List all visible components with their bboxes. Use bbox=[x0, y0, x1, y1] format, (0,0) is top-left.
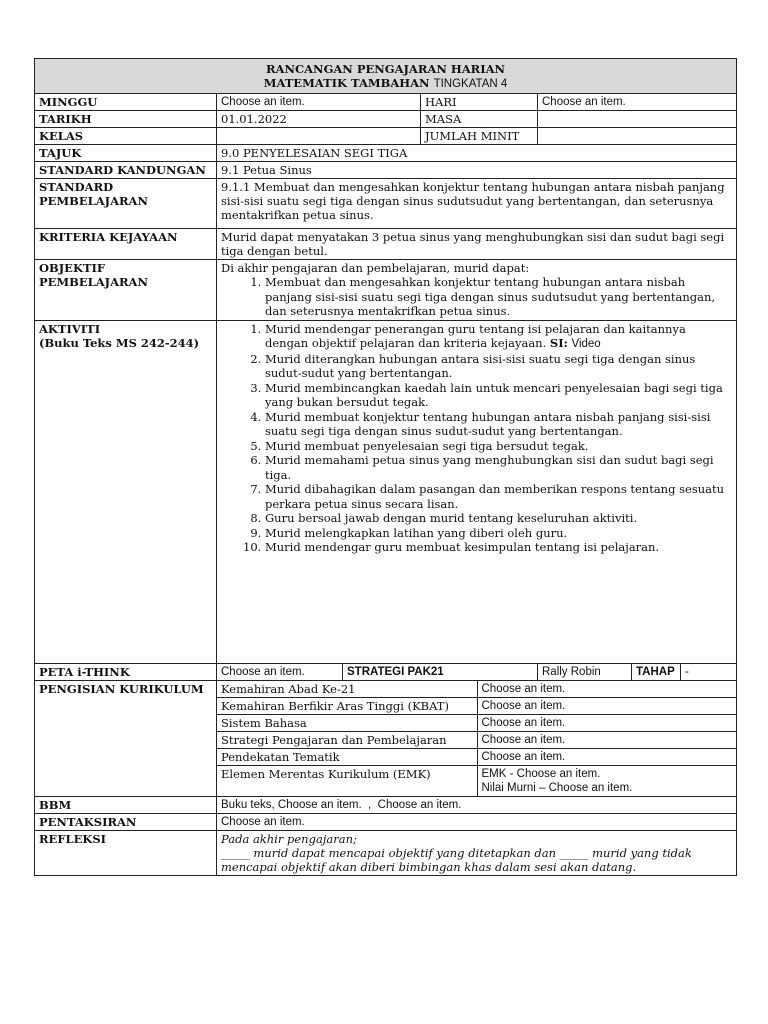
aktiviti-label bbox=[35, 320, 217, 663]
row-tarikh bbox=[35, 111, 737, 128]
list-item: 6. Murid memahami petua sinus yang menghubungkan sisi dan sudut bagi segi tiga. bbox=[265, 453, 732, 482]
list-item: 4. Murid membuat konjektur tentang hubungan antara nisbah panjang sisi-sisi suatu segi tiga dengan sinus sudut-sudut yang bertentangan. bbox=[265, 410, 732, 439]
row-pengisian-kurikulum bbox=[35, 680, 737, 796]
objektif-list bbox=[221, 275, 732, 319]
kurikulum-item-select[interactable]: Choose an item. bbox=[477, 681, 736, 698]
si-video: Video bbox=[571, 338, 601, 350]
row-refleksi bbox=[35, 830, 737, 875]
standard-pembelajaran-label: STANDARD PEMBELAJARAN bbox=[35, 179, 217, 229]
row-kelas bbox=[35, 128, 737, 145]
row-pentaksiran bbox=[35, 813, 737, 830]
jumlah-minit-field[interactable] bbox=[538, 128, 737, 145]
row-bbm bbox=[35, 796, 737, 813]
kurikulum-item-select[interactable]: Choose an item. bbox=[477, 748, 736, 765]
aktiviti-title: AKTIVITI bbox=[39, 321, 101, 336]
kurikulum-item-name: Kemahiran Berfikir Aras Tinggi (KBAT) bbox=[217, 697, 477, 714]
tahap-label: TAHAP bbox=[632, 663, 681, 680]
list-item: 7. Murid dibahagikan dalam pasangan dan memberikan respons tentang sesuatu perkara petua sinus secara lisan. bbox=[265, 482, 732, 511]
row-objektif bbox=[35, 260, 737, 321]
row-standard-kandungan bbox=[35, 162, 737, 179]
row-standard-pembelajaran bbox=[35, 179, 737, 229]
list-item: 9. Murid melengkapkan latihan yang diberi oleh guru. bbox=[265, 526, 732, 541]
row-peta-ithink bbox=[35, 663, 737, 680]
row-kriteria bbox=[35, 229, 737, 260]
kurikulum-item-name: Kemahiran Abad Ke-21 bbox=[217, 681, 477, 698]
kurikulum-table bbox=[217, 681, 736, 796]
kurikulum-content bbox=[217, 680, 737, 796]
aktiviti-content[interactable] bbox=[217, 320, 737, 663]
list-item: 3. Murid membincangkan kaedah lain untuk mencari penyelesaian bagi segi tiga yang bukan bersudut tegak. bbox=[265, 381, 732, 410]
objektif-intro: Di akhir pengajaran dan pembelajaran, murid dapat: bbox=[221, 261, 530, 275]
table-row bbox=[217, 714, 736, 731]
form-title: RANCANGAN PENGAJARAN HARIAN bbox=[265, 62, 506, 76]
minggu-select[interactable]: Choose an item. bbox=[217, 94, 421, 111]
kurikulum-item-name: Strategi Pengajaran dan Pembelajaran bbox=[217, 731, 477, 748]
pentaksiran-select[interactable]: Choose an item. bbox=[217, 813, 737, 830]
kurikulum-item-name: Sistem Bahasa bbox=[217, 714, 477, 731]
hari-label: HARI bbox=[421, 94, 538, 111]
peta-ithink-select[interactable]: Choose an item. bbox=[217, 663, 343, 680]
tarikh-field[interactable]: 01.01.2022 bbox=[217, 111, 421, 128]
standard-kandungan-value[interactable]: 9.1 Petua Sinus bbox=[217, 162, 737, 179]
aktiviti-item-text: Murid mendengar penerangan guru tentang isi pelajaran dan kaitannya dengan objektif pelajaran dan kriteria kejayaan. bbox=[265, 321, 686, 350]
lesson-plan-table bbox=[34, 58, 737, 876]
aktiviti-reference: (Buku Teks MS 242-244) bbox=[39, 335, 200, 350]
table-row bbox=[217, 731, 736, 748]
emk-select[interactable]: EMK - Choose an item. bbox=[481, 767, 601, 780]
masa-field[interactable] bbox=[538, 111, 737, 128]
tahap-value[interactable]: - bbox=[681, 663, 737, 680]
list-item bbox=[265, 322, 732, 352]
row-minggu bbox=[35, 94, 737, 111]
objektif-label: OBJEKTIF PEMBELAJARAN bbox=[35, 260, 217, 321]
kurikulum-item-select[interactable]: Choose an item. bbox=[477, 731, 736, 748]
peta-ithink-label: PETA i-THINK bbox=[35, 663, 217, 680]
list-item: 10. Murid mendengar guru membuat kesimpulan tentang isi pelajaran. bbox=[265, 540, 732, 555]
kelas-label: KELAS bbox=[35, 128, 217, 145]
tajuk-value[interactable]: 9.0 PENYELESAIAN SEGI TIGA bbox=[217, 145, 737, 162]
strategi-label: STRATEGI PAK21 bbox=[343, 663, 538, 680]
subject-name: MATEMATIK TAMBAHAN bbox=[263, 76, 430, 90]
kurikulum-label: PENGISIAN KURIKULUM bbox=[35, 680, 217, 796]
bbm-separator: , bbox=[368, 798, 372, 811]
row-tajuk bbox=[35, 145, 737, 162]
tajuk-label: TAJUK bbox=[35, 145, 217, 162]
objektif-content[interactable] bbox=[217, 260, 737, 321]
list-item: 5. Murid membuat penyelesaian segi tiga bersudut tegak. bbox=[265, 439, 732, 454]
emk-cell bbox=[477, 765, 736, 796]
bbm-label: BBM bbox=[35, 796, 217, 813]
kelas-field[interactable] bbox=[217, 128, 421, 145]
list-item: 8. Guru bersoal jawab dengan murid tentang keseluruhan aktiviti. bbox=[265, 511, 732, 526]
kurikulum-item-select[interactable]: Choose an item. bbox=[477, 697, 736, 714]
bbm-prefix: Buku teks, bbox=[221, 798, 275, 811]
masa-label: MASA bbox=[421, 111, 538, 128]
list-item: 1. Membuat dan mengesahkan konjektur tentang hubungan antara nisbah panjang sisi-sisi suatu segi tiga dengan sinus sudutsudut yang bertentangan, dan seterusnya mentakrifkan petua sinus. bbox=[265, 275, 732, 319]
bbm-select-1[interactable]: Choose an item. bbox=[277, 798, 362, 811]
list-item: 2. Murid diterangkan hubungan antara sisi-sisi suatu segi tiga dengan sinus sudut-sudut yang bertentangan. bbox=[265, 352, 732, 381]
bbm-select-2[interactable]: Choose an item. bbox=[377, 798, 462, 811]
kurikulum-item-name: Pendekatan Tematik bbox=[217, 748, 477, 765]
table-row bbox=[217, 681, 736, 698]
jumlah-minit-label: JUMLAH MINIT bbox=[421, 128, 538, 145]
refleksi-label: REFLEKSI bbox=[35, 830, 217, 875]
standard-kandungan-label: STANDARD KANDUNGAN bbox=[35, 162, 217, 179]
lesson-plan-form bbox=[34, 58, 736, 876]
row-aktiviti bbox=[35, 320, 737, 663]
strategi-value[interactable]: Rally Robin bbox=[538, 663, 632, 680]
emk-name: Elemen Merentas Kurikulum (EMK) bbox=[217, 765, 477, 796]
kriteria-label: KRITERIA KEJAYAAN bbox=[35, 229, 217, 260]
kriteria-value[interactable]: Murid dapat menyatakan 3 petua sinus yang menghubungkan sisi dan sudut bagi segi tiga dengan betul. bbox=[217, 229, 737, 260]
refleksi-content[interactable] bbox=[217, 830, 737, 875]
aktiviti-list bbox=[221, 322, 732, 555]
table-row bbox=[217, 697, 736, 714]
bbm-content bbox=[217, 796, 737, 813]
table-row bbox=[217, 748, 736, 765]
form-level: TINGKATAN 4 bbox=[433, 78, 508, 90]
tarikh-label: TARIKH bbox=[35, 111, 217, 128]
nilai-murni-select[interactable]: Nilai Murni – Choose an item. bbox=[481, 781, 633, 794]
hari-select[interactable]: Choose an item. bbox=[538, 94, 737, 111]
form-header bbox=[35, 59, 737, 94]
minggu-label: MINGGU bbox=[35, 94, 217, 111]
table-row bbox=[217, 765, 736, 796]
standard-pembelajaran-value[interactable]: 9.1.1 Membuat dan mengesahkan konjektur tentang hubungan antara nisbah panjang sisi-sisi suatu segi tiga dengan sinus sudutsudut yang bertentangan, dan seterusnya mentakrifkan petua sinus. bbox=[217, 179, 737, 229]
refleksi-line-1: Pada akhir pengajaran; bbox=[221, 831, 357, 846]
pentaksiran-label: PENTAKSIRAN bbox=[35, 813, 217, 830]
refleksi-line-2: _____ murid dapat mencapai objektif yang ditetapkan dan _____ murid yang tidak mencapai objektif akan diberi bimbingan khas dalam sesi akan datang. bbox=[221, 845, 692, 874]
kurikulum-item-select[interactable]: Choose an item. bbox=[477, 714, 736, 731]
si-label: SI: bbox=[549, 336, 568, 350]
